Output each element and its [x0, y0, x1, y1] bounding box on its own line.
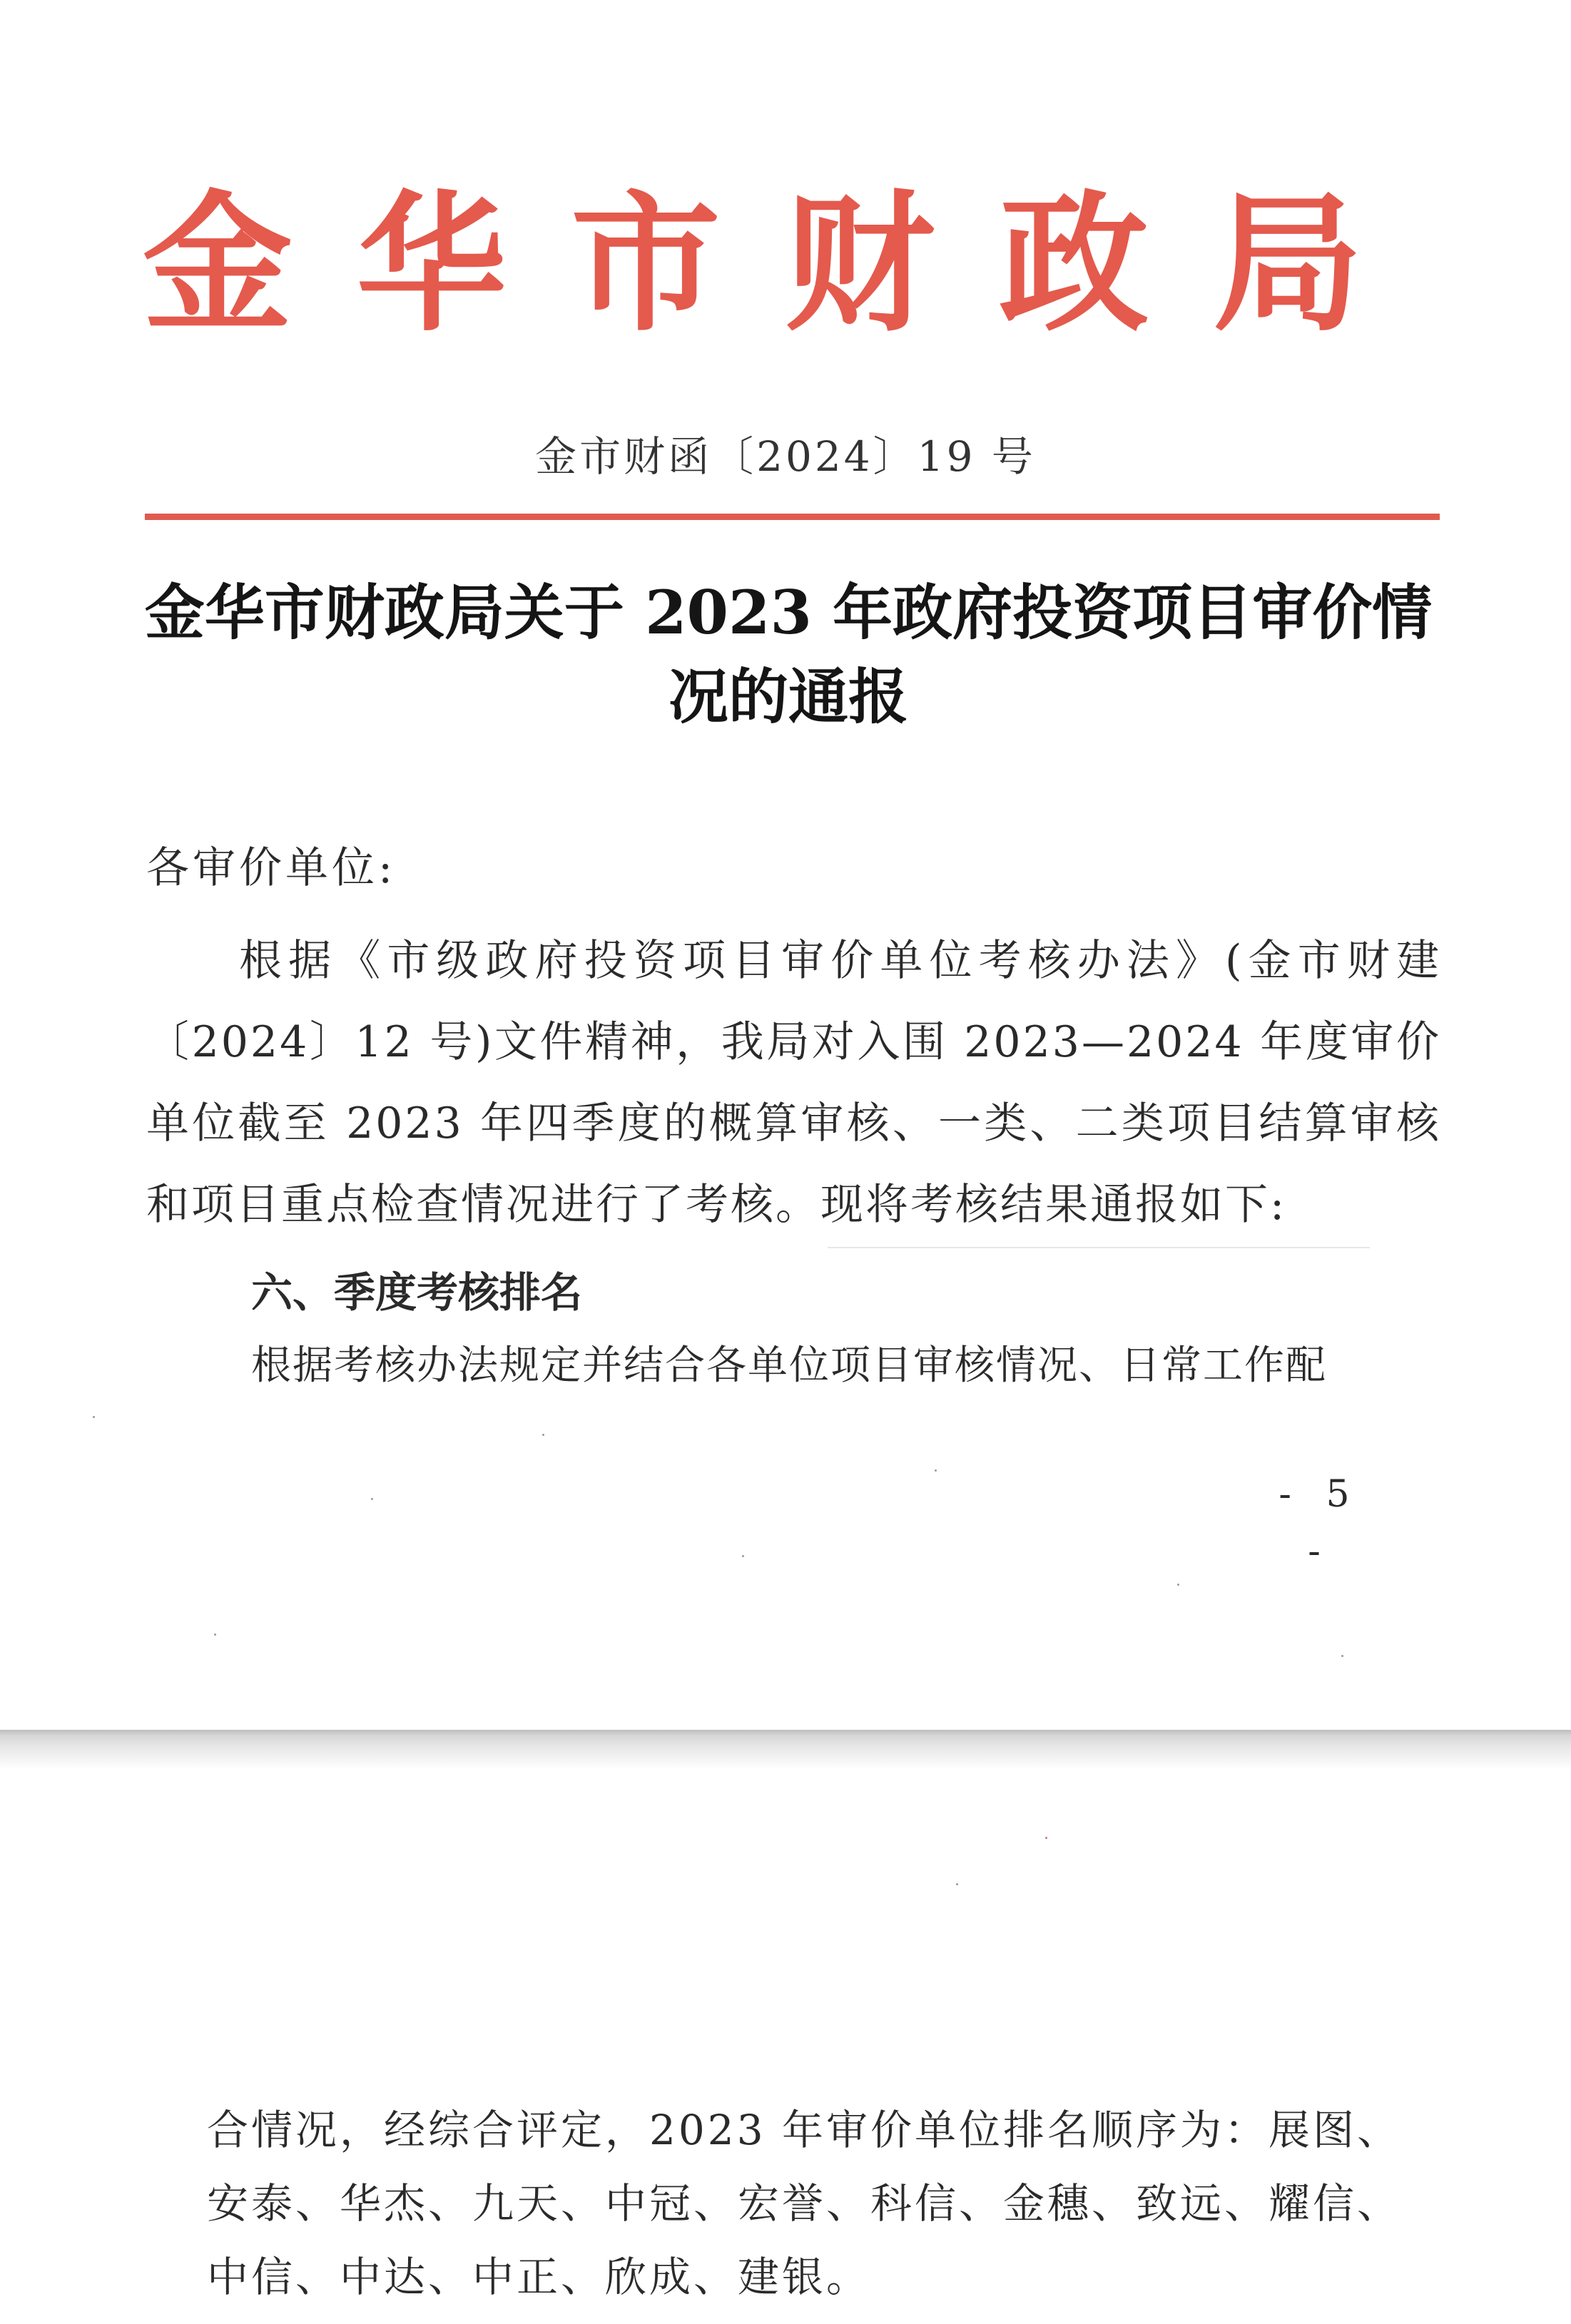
red-divider-line	[145, 514, 1440, 520]
scan-speck	[1177, 1584, 1179, 1586]
masthead-title: 金华市财政局	[143, 175, 1428, 352]
scan-speck	[1045, 1837, 1047, 1839]
scan-speck	[214, 1634, 216, 1636]
faint-scan-line	[828, 1247, 1370, 1248]
document-number: 金市财函〔2024〕19 号	[535, 432, 1036, 481]
scan-speck	[1341, 1655, 1343, 1657]
scan-speck	[935, 1469, 937, 1472]
section-heading: 六、季度考核排名	[251, 1268, 583, 1317]
scan-speck	[956, 1883, 958, 1885]
section-body: 根据考核办法规定并结合各单位项目审核情况、日常工作配	[251, 1342, 1327, 1389]
scan-speck	[742, 1555, 744, 1557]
scan-speck	[371, 1498, 373, 1500]
page-separator	[0, 1730, 1571, 1769]
salutation: 各审价单位:	[146, 843, 397, 893]
scan-speck	[542, 1434, 544, 1436]
page-number: - 5 -	[1278, 1473, 1361, 1573]
continued-paragraph: 合情况，经综合评定，2023 年审价单位排名顺序为：展图、安泰、华杰、九天、中冠、宏誉、科信、金穗、致远、耀信、中信、中达、中正、欣成、建银。	[207, 2106, 1402, 2301]
document-title: 金华市财政局关于 2023 年政府投资项目审价情况的通报	[144, 577, 1433, 732]
body-paragraph: 根据《市级政府投资项目审价单位考核办法》(金市财建〔2024〕12 号)文件精神，我局对入围 2023—2024 年度审价单位截至 2023 年四季度的概算审核、一类、二类项目结算审核和项目重点检查情况进行了考核。现将考核结果通报如下:	[146, 936, 1441, 1230]
scan-speck	[93, 1416, 95, 1418]
